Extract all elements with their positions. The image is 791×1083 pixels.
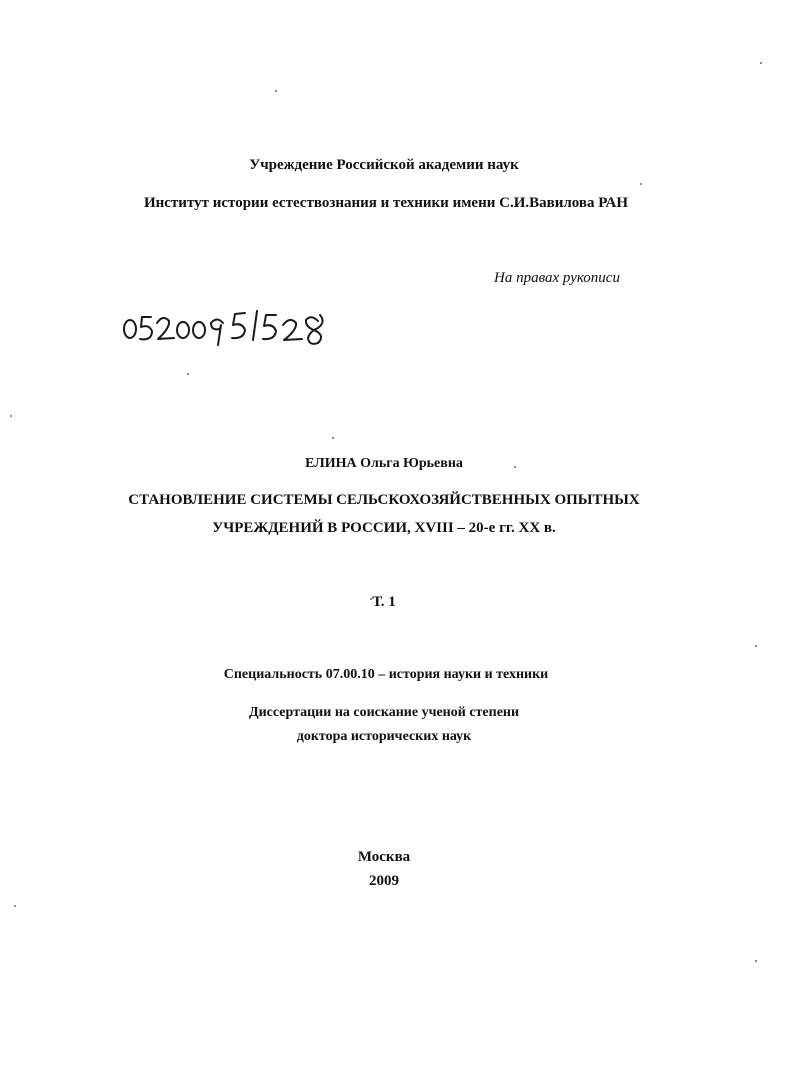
scan-speck <box>514 466 516 468</box>
degree-line-1: Диссертации на соискание ученой степени <box>248 705 520 720</box>
scan-speck <box>10 415 12 417</box>
scan-speck <box>755 645 757 647</box>
scan-speck <box>760 62 762 64</box>
degree-line-2: доктора исторических наук <box>296 729 472 744</box>
dissertation-title-line-1: СТАНОВЛЕНИЕ СИСТЕМЫ СЕЛЬСКОХОЗЯЙСТВЕННЫХ ОПЫТНЫХ <box>128 492 640 508</box>
dissertation-title-line-2: УЧРЕЖДЕНИЙ В РОССИИ, XVIII – 20-е гг. XX в. <box>212 520 556 536</box>
specialty: Специальность 07.00.10 – история науки и техники <box>223 667 549 682</box>
scan-speck <box>755 960 757 962</box>
scan-speck <box>14 905 16 907</box>
scan-speck <box>370 598 372 600</box>
publication-year: 2009 <box>369 873 399 889</box>
manuscript-rights-note: На правах рукописи <box>494 270 620 286</box>
institution-name: Учреждение Российской академии наук <box>249 157 519 173</box>
publication-place: Москва <box>357 849 411 865</box>
scan-speck <box>187 373 189 375</box>
volume-number: Т. 1 <box>372 594 396 610</box>
institute-name: Институт истории естествознания и техники имени С.И.Вавилова РАН <box>143 195 629 211</box>
author-name: ЕЛИНА Ольга Юрьевна <box>305 456 463 471</box>
scan-speck <box>275 90 277 92</box>
handwritten-serial-number <box>120 303 334 347</box>
scan-speck <box>332 437 334 439</box>
scan-speck <box>640 183 642 185</box>
